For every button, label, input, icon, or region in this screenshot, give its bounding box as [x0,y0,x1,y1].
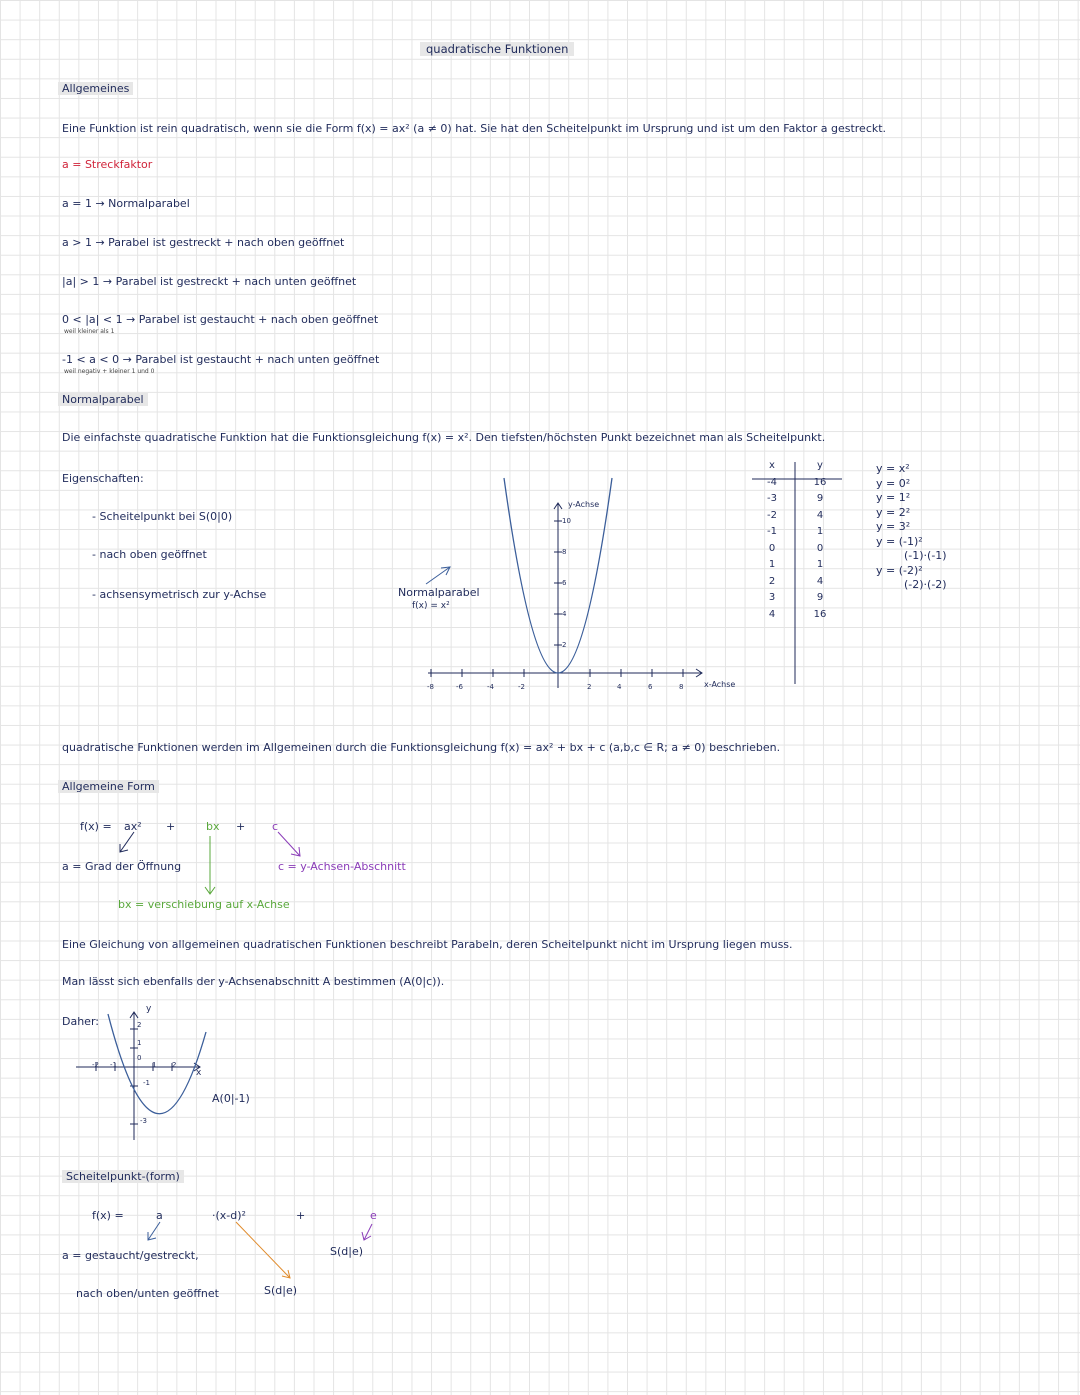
eigenschaft-1: - Scheitelpunkt bei S(0|0) [92,510,233,523]
spf-plus: + [296,1209,306,1222]
small-y-tick: 1 [137,1039,142,1047]
table-cell: 16 [813,476,827,488]
a-arrow [120,832,134,852]
normalparabel-axes [428,503,702,688]
spf-e: e [370,1209,377,1222]
formula-plus: + [236,820,246,833]
spf-a: a [156,1209,163,1222]
c-arrow [278,832,300,856]
case-a-greater-1: a > 1 → Parabel ist gestreckt + nach oben geöffnet [62,236,345,249]
spf-a-arrow [148,1222,160,1240]
c-description: c = y-Achsen-Abschnitt [278,860,406,873]
small-graph-axes [76,1012,200,1140]
table-cell: 9 [816,592,824,603]
eigenschaften-label: Eigenschaften: [62,472,144,485]
calc-line: y = 0² [876,476,911,490]
formula-fx: f(x) = [80,820,112,833]
y-tick: 2 [562,641,567,649]
case-normalparabel: a = 1 → Normalparabel [62,197,190,210]
case-abs-a-greater-1: |a| > 1 → Parabel ist gestreckt + nach unten geöffnet [62,275,357,288]
x-tick: 6 [648,683,653,691]
table-cell: -4 [767,476,777,488]
case-note-1: weil kleiner als 1 [64,328,115,335]
spf-d-arrow [236,1222,290,1278]
table-cell: -3 [767,493,777,504]
normalparabel-pointer-arrow [426,567,450,584]
eigenschaft-3: - achsensymetrisch zur y-Achse [92,588,267,601]
small-axis-x: x [196,1068,202,1078]
table-y-header: y [817,460,823,471]
y-tick: 6 [562,579,567,587]
table-cell: 0 [816,542,824,554]
spf-a-desc-2: nach oben/unten geöffnet [76,1287,219,1300]
table-cell: 1 [816,526,824,537]
formula-c: c [272,820,279,833]
x-tick: -8 [427,683,434,691]
x-tick: 8 [679,683,684,691]
page-title: quadratische Funktionen [420,42,574,56]
small-y-tick: 0 [137,1054,142,1062]
spf-e-arrow [362,1224,372,1240]
x-tick: -4 [487,683,494,691]
table-cell: 3 [768,592,776,603]
case-note-2: weil negativ + kleiner 1 und 0 [64,368,155,375]
section-heading-normalparabel: Normalparabel [58,393,148,406]
spf-fx: f(x) = [92,1209,124,1222]
table-cell: 9 [816,493,824,504]
table-cell: 1 [768,559,776,570]
case-0-abs-a-1: 0 < |a| < 1 → Parabel ist gestaucht + nach oben geöffnet [62,313,379,326]
allgemeine-form-intro: quadratische Funktionen werden im Allgemeinen durch die Funktionsgleichung f(x) = ax² + bx + c (a,b,c ∈ R; a ≠ 0) beschrieben. [62,741,781,754]
formula-bx: bx [206,820,220,833]
value-table-lines [752,462,842,684]
table-cell: 4 [816,575,824,587]
y-tick: 8 [562,548,567,556]
point-a-label: A(0|-1) [212,1092,250,1105]
calc-line: y = (-1)² [876,534,923,548]
table-cell: -2 [767,509,777,521]
section-heading-scheitelpunktform: Scheitelpunkt-(form) [62,1170,184,1183]
calc-line: y = x² [876,462,910,475]
small-parabola-curve [108,1014,206,1114]
small-x-tick: 1 [152,1061,157,1069]
small-y-tick: -3 [140,1117,147,1125]
table-cell: 2 [768,575,776,587]
small-x-tick: 2 [172,1061,177,1069]
y-tick: 4 [562,610,567,618]
spf-d-desc: S(d|e) [264,1284,298,1297]
eigenschaft-2: - nach oben geöffnet [92,548,207,561]
x-tick: 2 [587,683,592,691]
spf-a-desc-1: a = gestaucht/gestreckt, [62,1249,199,1262]
graph-label: Normalparabel [398,586,480,599]
small-x-tick: -1 [110,1061,117,1069]
section-heading-allgemeines: Allgemeines [58,82,133,95]
table-cell: 4 [816,509,824,521]
table-cell: -1 [767,526,777,537]
y-tick: 10 [562,517,571,525]
intro-text: Eine Funktion ist rein quadratisch, wenn sie die Form f(x) = ax² (a ≠ 0) hat. Sie hat den Scheitelpunkt im Ursprung und ist um den Faktor a gestreckt. [62,122,887,135]
bx-arrow [205,836,215,894]
small-y-tick: -1 [143,1079,150,1087]
small-x-tick: -2 [92,1061,99,1069]
table-x-header: x [769,460,775,471]
normalparabel-text: Die einfachste quadratische Funktion hat die Funktionsgleichung f(x) = x². Den tiefsten/höchsten Punkt bezeichnet man als Scheitelpunkt. [62,431,826,444]
table-cell: 4 [768,608,776,620]
x-tick: -2 [518,683,525,691]
small-y-tick: 2 [137,1021,142,1029]
formula-ax2: ax² [124,820,142,833]
section-heading-allgemeine-form: Allgemeine Form [58,780,159,793]
spf-e-desc: S(d|e) [330,1245,364,1258]
general-text-1: Eine Gleichung von allgemeinen quadratischen Funktionen beschreibt Parabeln, deren Scheitelpunkt nicht im Ursprung liegen muss. [62,938,793,951]
calc-line: (-1)·(-1) [904,549,947,562]
calc-line: y = 3² [876,520,911,533]
graph-formula: f(x) = x² [412,601,450,611]
daher-label: Daher: [62,1015,99,1028]
calc-line: y = (-2)² [876,563,923,577]
formula-plus: + [166,820,176,833]
calc-line: y = 1² [876,491,911,504]
general-text-2: Man lässt sich ebenfalls der y-Achsenabschnitt A bestimmen (A(0|c)). [62,975,445,988]
table-cell: 0 [768,542,776,554]
spf-xd: ·(x-d)² [212,1209,246,1222]
a-description: a = Grad der Öffnung [62,860,182,873]
x-axis-label: x-Achse [704,680,736,689]
bx-description: bx = verschiebung auf x-Achse [118,898,290,911]
y-axis-label: y-Achse [568,500,600,509]
x-tick: -6 [456,683,463,691]
table-cell: 16 [813,608,827,620]
x-tick: 4 [617,683,622,691]
case-minus1-a-0: -1 < a < 0 → Parabel ist gestaucht + nach unten geöffnet [62,353,380,366]
calc-line: (-2)·(-2) [904,578,947,591]
calc-line: y = 2² [876,505,911,519]
table-cell: 1 [816,559,824,570]
streckfaktor-definition: a = Streckfaktor [62,158,153,171]
small-axis-y: y [146,1004,152,1014]
